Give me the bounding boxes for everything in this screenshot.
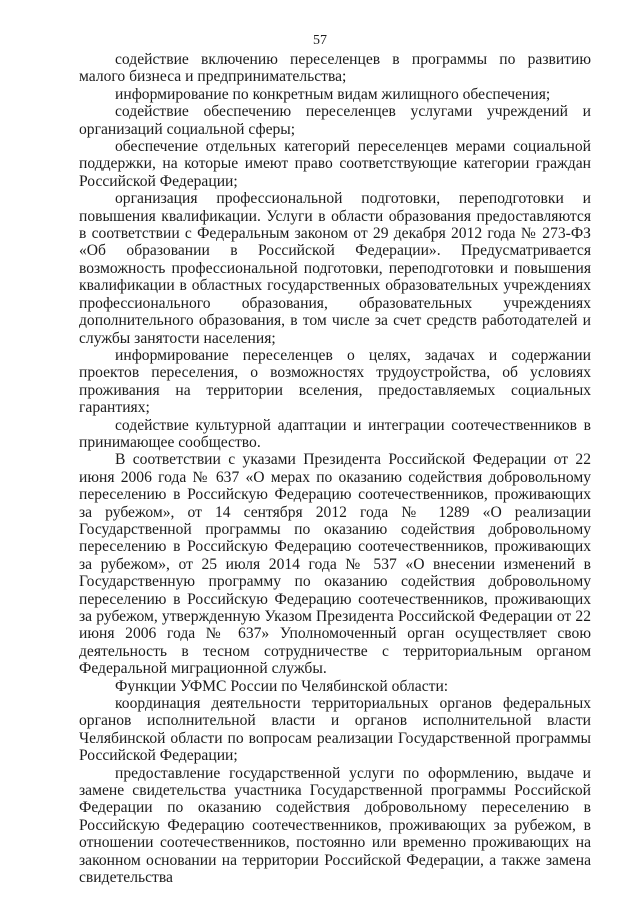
paragraph-presidential-decrees: В соответствии с указами Президента Российской Федерации от 22 июня 2006 года № 637 «О мерах по оказанию содействия добровольному переселению в Российскую Федерацию соотечественников, проживающих за рубежом», от 14 сентября 2012 года № 1289 «О реализации Государственной программы по оказанию содействия добровольному переселению в Российскую Федерацию соотечественников, проживающих за рубежом», от 25 июля 2014 года № 537 «О внесении изменений в Государственную программу по оказанию содействия добровольному переселению в Российскую Федерацию соотечественников, проживающих за рубежом, утвержденную Указом Президента Российской Федерации от 22 июня 2006 года № 637» Уполномоченный орган осуществляет свою деятельность в тесном сотрудничестве с территориальным органом Федеральной миграционной службы. — [79, 451, 591, 678]
paragraph-resettlement-information: информирование переселенцев о целях, задачах и содержании проектов переселения, о возможностях трудоустройства, об условиях проживания на территории вселения, предоставляемых социальных гарантиях; — [79, 346, 591, 417]
document-body — [79, 51, 591, 887]
page-number: 57 — [313, 33, 327, 48]
paragraph-social-services: содействие обеспечению переселенцев услугами учреждений и организаций социальной сферы; — [79, 103, 591, 138]
paragraph-social-support-measures: обеспечение отдельных категорий переселенцев мерами социальной поддержки, на которые имеют право соответствующие категории граждан Российской Федерации; — [79, 138, 591, 190]
paragraph-coordination: координация деятельности территориальных органов федеральных органов исполнительной власти и органов исполнительной власти Челябинской области по вопросам реализации Государственной программы Российской Федерации; — [79, 695, 591, 765]
paragraph-cultural-adaptation: содействие культурной адаптации и интеграции соотечественников в принимающее сообщество. — [79, 416, 591, 451]
paragraph-housing-information: информирование по конкретным видам жилищного обеспечения; — [115, 85, 551, 103]
paragraph-certificate-service: предоставление государственной услуги по оформлению, выдаче и замене свидетельства участника Государственной программы Российской Федерации по оказанию содействия добровольному переселению в Российскую Федерацию соотечественников, проживающих за рубежом, в отношении соотечественников, постоянно или временно проживающих на законном основании на территории Российской Федерации, а также замена свидетельства — [79, 764, 591, 887]
paragraph-professional-training: организация профессиональной подготовки, переподготовки и повышения квалификации. Услуги в области образования предоставляются в соответствии с Федеральным законом от 29 декабря 2012 года № 273-ФЗ «Об образовании в Российской Федерации». Предусматривается возможность профессиональной подготовки, переподготовки и повышения квалификации в областных государственных образовательных учреждениях профессионального образования, образовательных учреждениях дополнительного образования, в том числе за счет средств работодателей и службы занятости населения; — [79, 190, 591, 347]
paragraph-ufms-functions-heading: Функции УФМС России по Челябинской области: — [115, 677, 449, 695]
paragraph-small-business-support: содействие включению переселенцев в программы по развитию малого бизнеса и предпринимательства; — [79, 51, 591, 86]
